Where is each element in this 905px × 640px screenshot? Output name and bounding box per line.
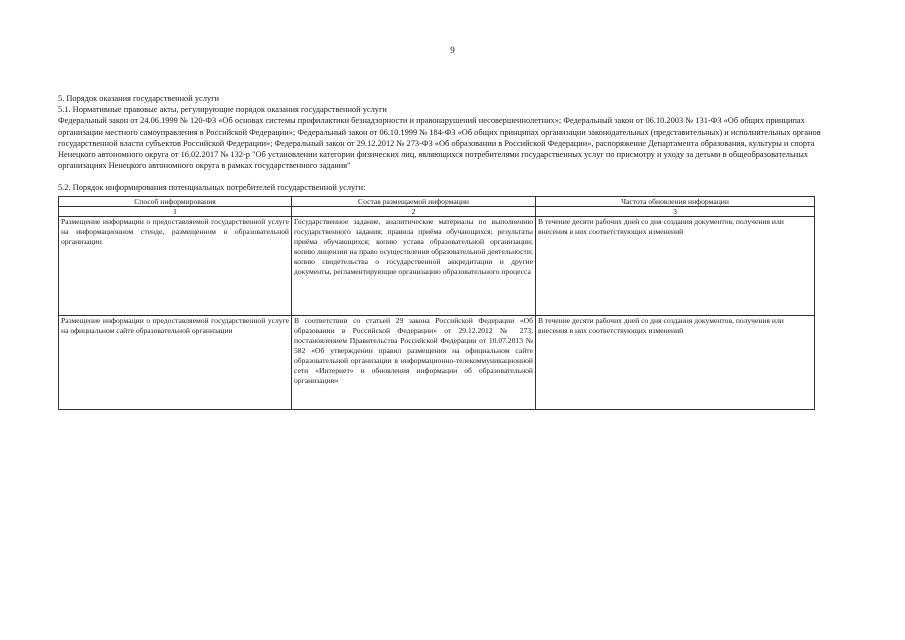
section-5-heading: 5. Порядок оказания государственной услуги xyxy=(58,94,220,103)
header-frequency: Частота обновления информации xyxy=(536,196,815,206)
header-method: Способ информирования xyxy=(59,196,292,206)
row-content-cell: В соответствии со статьей 29 закона Российской Федерации «Об образовании в Российской Федерации» от 29.12.2012 № 273, постановлением Правительства Российской Федерации от 10.07.2013 № 582 «Об утверждении правил размещения на официальном сайте образовательной организации в информационно-телекоммуникационной сети «Интернет» и обновления информации об образовательной организации» xyxy=(292,315,536,409)
table-number-row xyxy=(59,206,815,216)
informing-table xyxy=(58,196,815,410)
legal-acts-text: Федеральный закон от 24.06.1999 № 120-ФЗ «Об основах системы профилактики безнадзорности и правонарушений несовершеннолетних»; Федеральный закон от 06.10.2003 № 131-ФЗ «Об общих принципах организации местного самоуправления в Российской Федерации»; Федеральный закон от 06.10.1999 № 184-ФЗ «Об общих принципах организации законодательных (представительных) и исполнительных органов государственной власти субъектов Российской Федерации»; Федеральный закон от 29.12.2012 № 273-ФЗ «Об образовании в Российской Федерации», распоряжение Департамента образования, культуры и спорта Ненецкого автономного округа от 16.02.2017 № 132-р "Об установлении категории физических лиц, являющихся потребителями государственных услуг по присмотру и уходу за детьми в общеобразовательных организациях Ненецкого автономного округа в рамках государственного задания" xyxy=(58,116,821,171)
row-frequency-cell: В течение десяти рабочих дней со дня создания документов, получения или внесения в них соответствующих изменений xyxy=(536,216,815,315)
row-method-cell: Размещение информации о предоставляемой государственной услуге на информационном стенде, размещенном в образовательной организации xyxy=(59,216,292,315)
row-content-cell: Государственное задание, аналитические материалы по выполнению государственного задания; правила приёма обучающихся; результаты приёма обучающихся; копию устава образовательной организации; копию лицензии на право осуществления образовательной деятельности; копию свидетельства о государственной аккредитации и другие документы, регламентирующие организацию образовательного процесса xyxy=(292,216,536,315)
table-row xyxy=(59,315,815,409)
column-number-1: 1 xyxy=(59,206,292,216)
section-5-2-heading: 5.2. Порядок информирования потенциальных потребителей государственной услуги: xyxy=(58,183,366,193)
document-body xyxy=(58,93,848,410)
section-5-1-heading: 5.1. Нормативные правовые акты, регулирующие порядок оказания государственной услуги xyxy=(58,105,387,115)
table-row xyxy=(59,216,815,315)
table-header-row xyxy=(59,196,815,206)
row-frequency-cell: В течение десяти рабочих дней со дня создания документов, получения или внесения в них соответствующих изменений xyxy=(536,315,815,409)
page-number: 9 xyxy=(450,45,455,55)
column-number-2: 2 xyxy=(292,206,536,216)
column-number-3: 3 xyxy=(536,206,815,216)
row-method-cell: Размещение информации о предоставляемой государственной услуге на официальном сайте образовательной организации xyxy=(59,315,292,409)
header-content: Состав размещаемой информации xyxy=(292,196,536,206)
